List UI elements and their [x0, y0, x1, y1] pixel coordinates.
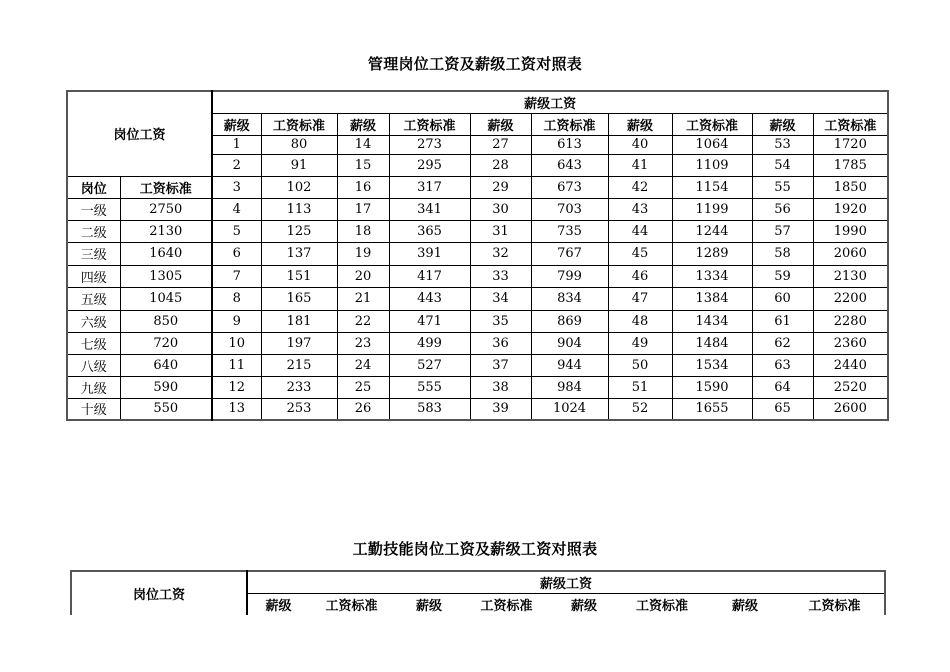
grade-cell: 20 [337, 265, 389, 287]
post-standard-cell: 1305 [120, 265, 212, 287]
standard-cell: 1109 [672, 154, 752, 176]
post-standard-cell: 590 [120, 376, 212, 398]
standard-cell: 80 [261, 135, 337, 154]
grade-cell: 4 [212, 198, 261, 220]
grade-cell: 62 [752, 332, 813, 354]
standard-cell: 2360 [813, 332, 888, 354]
standard-cell: 1655 [672, 398, 752, 420]
grade-cell: 19 [337, 242, 389, 265]
standard-cell: 317 [389, 176, 470, 198]
standard-cell: 1990 [813, 220, 888, 242]
standard-cell: 1334 [672, 265, 752, 287]
grade-cell: 7 [212, 265, 261, 287]
standard-cell: 181 [261, 310, 337, 332]
standard-cell: 1244 [672, 220, 752, 242]
standard-header: 工资标准 [389, 113, 470, 135]
post-level-cell: 五级 [67, 287, 120, 310]
table-row [67, 242, 888, 265]
grade-cell: 31 [470, 220, 531, 242]
grade-cell: 54 [752, 154, 813, 176]
grade-cell: 48 [608, 310, 672, 332]
post-standard-cell: 1640 [120, 242, 212, 265]
standard-header: 工资标准 [785, 593, 885, 615]
standard-cell: 1154 [672, 176, 752, 198]
grade-cell: 58 [752, 242, 813, 265]
grade-cell: 28 [470, 154, 531, 176]
table-row [67, 176, 888, 198]
grade-cell: 32 [470, 242, 531, 265]
grade-cell: 9 [212, 310, 261, 332]
standard-header: 工资标准 [261, 113, 337, 135]
post-standard-cell: 640 [120, 354, 212, 376]
standard-cell: 273 [389, 135, 470, 154]
standard-cell: 165 [261, 287, 337, 310]
post-standard-cell: 2750 [120, 198, 212, 220]
standard-header: 工资标准 [309, 593, 394, 615]
standard-cell: 1434 [672, 310, 752, 332]
standard-cell: 499 [389, 332, 470, 354]
grade-cell: 56 [752, 198, 813, 220]
standard-cell: 253 [261, 398, 337, 420]
management-salary-table [66, 90, 889, 421]
table-row [67, 398, 888, 420]
standard-cell: 944 [531, 354, 608, 376]
post-standard-cell: 550 [120, 398, 212, 420]
grade-cell: 36 [470, 332, 531, 354]
grade-cell: 35 [470, 310, 531, 332]
standard-cell: 904 [531, 332, 608, 354]
standard-cell: 2060 [813, 242, 888, 265]
post-level-cell: 三级 [67, 242, 120, 265]
grade-cell: 61 [752, 310, 813, 332]
post-salary-header: 岗位工资 [71, 571, 247, 615]
grade-cell: 13 [212, 398, 261, 420]
grade-cell: 65 [752, 398, 813, 420]
grade-cell: 5 [212, 220, 261, 242]
standard-cell: 102 [261, 176, 337, 198]
grade-cell: 15 [337, 154, 389, 176]
standard-cell: 391 [389, 242, 470, 265]
grade-header: 薪级 [337, 113, 389, 135]
post-level-cell: 十级 [67, 398, 120, 420]
grade-cell: 52 [608, 398, 672, 420]
standard-cell: 799 [531, 265, 608, 287]
worker-salary-table [70, 570, 886, 615]
standard-cell: 1064 [672, 135, 752, 154]
standard-cell: 613 [531, 135, 608, 154]
grade-cell: 27 [470, 135, 531, 154]
standard-cell: 113 [261, 198, 337, 220]
standard-cell: 1484 [672, 332, 752, 354]
standard-cell: 1384 [672, 287, 752, 310]
grade-cell: 30 [470, 198, 531, 220]
table-row [67, 198, 888, 220]
standard-cell: 2520 [813, 376, 888, 398]
standard-header: 工资标准 [813, 113, 888, 135]
grade-cell: 41 [608, 154, 672, 176]
grade-cell: 16 [337, 176, 389, 198]
standard-cell: 834 [531, 287, 608, 310]
grade-header: 薪级 [394, 593, 464, 615]
standard-cell: 1850 [813, 176, 888, 198]
standard-cell: 527 [389, 354, 470, 376]
standard-cell: 417 [389, 265, 470, 287]
grade-cell: 55 [752, 176, 813, 198]
grade-header: 薪级 [752, 113, 813, 135]
standard-cell: 1720 [813, 135, 888, 154]
post-level-cell: 八级 [67, 354, 120, 376]
standard-cell: 233 [261, 376, 337, 398]
table-row [67, 332, 888, 354]
post-standard-header: 工资标准 [120, 176, 212, 198]
grade-header: 薪级 [608, 113, 672, 135]
standard-cell: 443 [389, 287, 470, 310]
standard-cell: 1024 [531, 398, 608, 420]
standard-cell: 137 [261, 242, 337, 265]
grade-cell: 10 [212, 332, 261, 354]
grade-cell: 42 [608, 176, 672, 198]
grade-cell: 2 [212, 154, 261, 176]
standard-cell: 1289 [672, 242, 752, 265]
table-row [67, 354, 888, 376]
standard-cell: 2600 [813, 398, 888, 420]
grade-cell: 8 [212, 287, 261, 310]
table-row [67, 310, 888, 332]
grade-cell: 11 [212, 354, 261, 376]
standard-cell: 1199 [672, 198, 752, 220]
table-row [67, 287, 888, 310]
grade-header: 薪级 [470, 113, 531, 135]
grade-cell: 33 [470, 265, 531, 287]
grade-cell: 63 [752, 354, 813, 376]
standard-header: 工资标准 [464, 593, 549, 615]
grade-cell: 51 [608, 376, 672, 398]
standard-cell: 643 [531, 154, 608, 176]
grade-cell: 23 [337, 332, 389, 354]
standard-cell: 91 [261, 154, 337, 176]
grade-cell: 6 [212, 242, 261, 265]
post-salary-header: 岗位工资 [67, 91, 212, 176]
standard-cell: 2130 [813, 265, 888, 287]
table2-title: 工勤技能岗位工资及薪级工资对照表 [352, 540, 598, 558]
standard-header: 工资标准 [531, 113, 608, 135]
grade-cell: 46 [608, 265, 672, 287]
post-standard-cell: 720 [120, 332, 212, 354]
grade-cell: 1 [212, 135, 261, 154]
grade-cell: 40 [608, 135, 672, 154]
standard-cell: 341 [389, 198, 470, 220]
grade-header: 薪级 [212, 113, 261, 135]
standard-cell: 735 [531, 220, 608, 242]
grade-cell: 18 [337, 220, 389, 242]
post-level-cell: 一级 [67, 198, 120, 220]
post-level-cell: 四级 [67, 265, 120, 287]
grade-salary-header: 薪级工资 [247, 571, 885, 593]
post-level-cell: 二级 [67, 220, 120, 242]
standard-cell: 2440 [813, 354, 888, 376]
grade-header: 薪级 [247, 593, 309, 615]
grade-cell: 34 [470, 287, 531, 310]
standard-cell: 1785 [813, 154, 888, 176]
grade-cell: 49 [608, 332, 672, 354]
grade-cell: 59 [752, 265, 813, 287]
standard-cell: 703 [531, 198, 608, 220]
table-row [71, 571, 885, 593]
post-standard-cell: 2130 [120, 220, 212, 242]
grade-cell: 22 [337, 310, 389, 332]
grade-cell: 57 [752, 220, 813, 242]
grade-header: 薪级 [549, 593, 619, 615]
table-row [67, 265, 888, 287]
grade-header: 薪级 [705, 593, 785, 615]
post-level-cell: 九级 [67, 376, 120, 398]
grade-salary-header: 薪级工资 [212, 91, 888, 113]
grade-cell: 3 [212, 176, 261, 198]
standard-cell: 673 [531, 176, 608, 198]
grade-cell: 60 [752, 287, 813, 310]
grade-cell: 26 [337, 398, 389, 420]
grade-cell: 39 [470, 398, 531, 420]
standard-cell: 2280 [813, 310, 888, 332]
grade-cell: 43 [608, 198, 672, 220]
grade-cell: 37 [470, 354, 531, 376]
standard-cell: 365 [389, 220, 470, 242]
standard-header: 工资标准 [619, 593, 705, 615]
grade-cell: 38 [470, 376, 531, 398]
standard-cell: 984 [531, 376, 608, 398]
standard-cell: 125 [261, 220, 337, 242]
standard-cell: 2200 [813, 287, 888, 310]
grade-cell: 29 [470, 176, 531, 198]
grade-cell: 17 [337, 198, 389, 220]
table1-title: 管理岗位工资及薪级工资对照表 [367, 55, 583, 73]
standard-cell: 583 [389, 398, 470, 420]
standard-cell: 215 [261, 354, 337, 376]
grade-cell: 21 [337, 287, 389, 310]
standard-cell: 1590 [672, 376, 752, 398]
grade-cell: 45 [608, 242, 672, 265]
grade-cell: 24 [337, 354, 389, 376]
standard-cell: 197 [261, 332, 337, 354]
standard-cell: 151 [261, 265, 337, 287]
standard-cell: 555 [389, 376, 470, 398]
standard-header: 工资标准 [672, 113, 752, 135]
standard-cell: 869 [531, 310, 608, 332]
grade-cell: 53 [752, 135, 813, 154]
grade-cell: 25 [337, 376, 389, 398]
grade-cell: 14 [337, 135, 389, 154]
standard-cell: 1534 [672, 354, 752, 376]
post-level-cell: 六级 [67, 310, 120, 332]
grade-cell: 64 [752, 376, 813, 398]
post-level-cell: 七级 [67, 332, 120, 354]
table-row [67, 376, 888, 398]
standard-cell: 295 [389, 154, 470, 176]
post-standard-cell: 850 [120, 310, 212, 332]
post-standard-cell: 1045 [120, 287, 212, 310]
grade-cell: 50 [608, 354, 672, 376]
post-header: 岗位 [67, 176, 120, 198]
standard-cell: 1920 [813, 198, 888, 220]
grade-cell: 12 [212, 376, 261, 398]
standard-cell: 471 [389, 310, 470, 332]
standard-cell: 767 [531, 242, 608, 265]
grade-cell: 44 [608, 220, 672, 242]
table-row [67, 220, 888, 242]
grade-cell: 47 [608, 287, 672, 310]
table-row [67, 91, 888, 113]
